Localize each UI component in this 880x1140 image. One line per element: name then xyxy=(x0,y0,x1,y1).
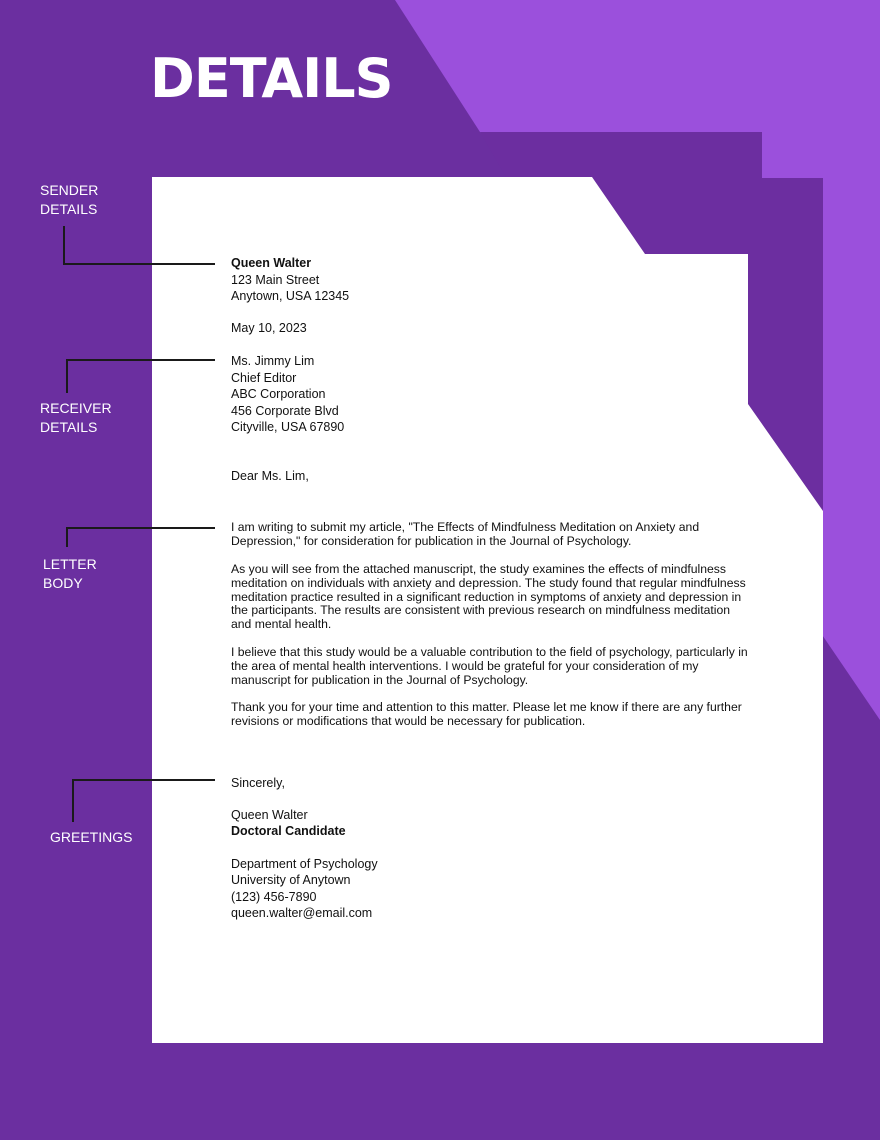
receiver-name: Ms. Jimmy Lim xyxy=(231,354,315,368)
receiver-street: 456 Corporate Blvd xyxy=(231,404,339,418)
body-paragraph: I believe that this study would be a valuable contribution to the field of psychology, particularly in the area of mental health interventions. I would be grateful for your consideration of my manuscript for publication in the Journal of Psychology. xyxy=(231,645,748,687)
letter-body-annotation xyxy=(43,555,97,593)
annotation-line: DETAILS xyxy=(40,419,98,435)
annotation-line: SENDER xyxy=(40,182,99,198)
receiver-title: Chief Editor xyxy=(231,371,297,385)
sender-name: Queen Walter xyxy=(231,256,312,270)
signature-university: University of Anytown xyxy=(231,873,351,887)
receiver-details-annotation xyxy=(40,399,112,437)
signature-department: Department of Psychology xyxy=(231,857,378,871)
signature-name: Queen Walter xyxy=(231,808,308,822)
annotation-line: DETAILS xyxy=(40,201,98,217)
annotation-line: BODY xyxy=(43,575,83,591)
page-title: DETAILS xyxy=(150,47,393,110)
sender-details-annotation xyxy=(40,181,98,219)
letter-date: May 10, 2023 xyxy=(231,321,307,335)
receiver-company: ABC Corporation xyxy=(231,387,326,401)
receiver-city: Cityville, USA 67890 xyxy=(231,420,345,434)
sender-city: Anytown, USA 12345 xyxy=(231,289,350,303)
body-paragraph: As you will see from the attached manuscript, the study examines the effects of mindfulness meditation on individuals with anxiety and depression. The study found that regular mindfulness meditation practice resulted in a significant reduction in symptoms of anxiety and depression in the participants. The results are consistent with previous research on mindfulness meditation and mental health. xyxy=(231,562,746,632)
signature-email[interactable]: queen.walter@email.com xyxy=(231,906,373,920)
signature-phone: (123) 456-7890 xyxy=(231,890,317,904)
salutation: Dear Ms. Lim, xyxy=(231,469,309,483)
greetings-annotation: GREETINGS xyxy=(50,829,133,845)
signature-role: Doctoral Candidate xyxy=(231,824,346,838)
annotation-line: RECEIVER xyxy=(40,400,112,416)
body-paragraph: I am writing to submit my article, "The Effects of Mindfulness Meditation on Anxiety and Depression," for consideration for publication in the Journal of Psychology. xyxy=(231,520,700,548)
closing: Sincerely, xyxy=(231,776,285,790)
sender-street: 123 Main Street xyxy=(231,273,320,287)
annotation-line: LETTER xyxy=(43,556,97,572)
body-paragraph: Thank you for your time and attention to this matter. Please let me know if there are any further revisions or modifications that would be necessary for publication. xyxy=(231,700,742,728)
